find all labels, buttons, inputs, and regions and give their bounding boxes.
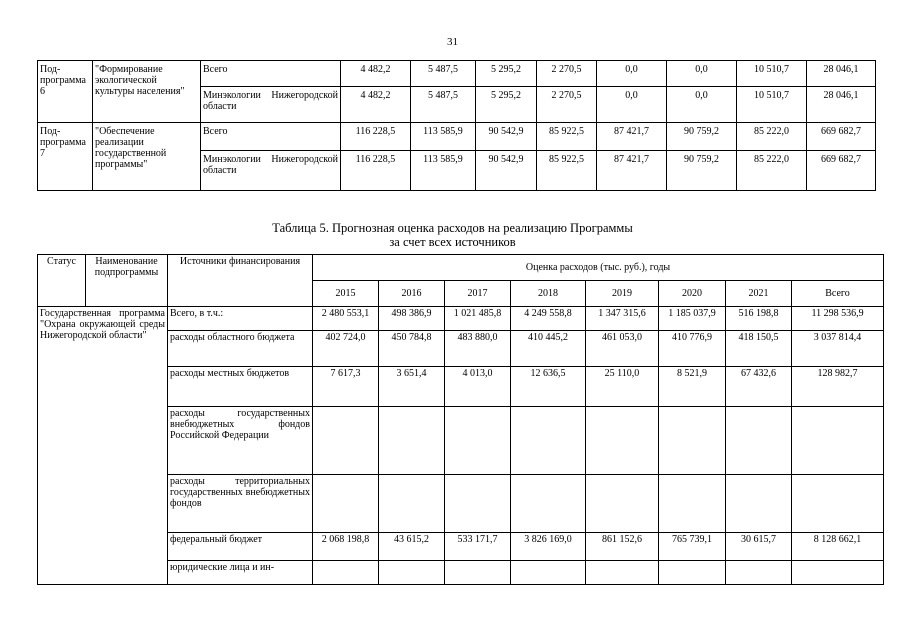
value-cell: 90 542,9 [476, 123, 537, 151]
expense-forecast-table [37, 254, 884, 585]
value-cell: 4 249 558,8 [511, 307, 586, 331]
value-cell: 5 487,5 [411, 87, 476, 123]
value-cell: 113 585,9 [411, 123, 476, 151]
header-year: 2020 [659, 281, 726, 307]
value-cell: 87 421,7 [597, 151, 667, 191]
source-cell: Всего [201, 61, 341, 87]
value-cell: 4 482,2 [341, 87, 411, 123]
value-cell [379, 475, 445, 533]
value-cell: 1 347 315,6 [586, 307, 659, 331]
value-cell [726, 475, 792, 533]
value-cell: 0,0 [667, 61, 737, 87]
value-cell: 7 617,3 [313, 367, 379, 407]
value-cell: 410 776,9 [659, 331, 726, 367]
value-cell: 0,0 [597, 61, 667, 87]
value-cell: 461 053,0 [586, 331, 659, 367]
header-row [38, 255, 884, 281]
subprogram-table [37, 60, 876, 191]
value-cell: 8 128 662,1 [792, 533, 884, 561]
value-cell: 116 228,5 [341, 151, 411, 191]
header-subprogram-name: Наименование подпрограммы [86, 255, 168, 307]
value-cell [792, 475, 884, 533]
value-cell: 85 922,5 [537, 123, 597, 151]
value-cell: 90 759,2 [667, 123, 737, 151]
value-cell: 4 013,0 [445, 367, 511, 407]
value-cell: 85 922,5 [537, 151, 597, 191]
value-cell: 85 222,0 [737, 151, 807, 191]
value-cell: 116 228,5 [341, 123, 411, 151]
value-cell [726, 407, 792, 475]
header-funding-sources: Источники финансирования [168, 255, 313, 307]
table-row [38, 61, 876, 87]
header-year: 2017 [445, 281, 511, 307]
source-cell: Минэкологии Нижегородской области [201, 87, 341, 123]
table-row [38, 123, 876, 151]
source-cell: федеральный бюджет [168, 533, 313, 561]
value-cell [659, 475, 726, 533]
value-cell: 1 185 037,9 [659, 307, 726, 331]
value-cell: 113 585,9 [411, 151, 476, 191]
header-total: Всего [792, 281, 884, 307]
value-cell: 0,0 [667, 87, 737, 123]
value-cell: 1 021 485,8 [445, 307, 511, 331]
value-cell: 5 295,2 [476, 61, 537, 87]
value-cell: 516 198,8 [726, 307, 792, 331]
value-cell: 669 682,7 [807, 123, 876, 151]
value-cell [511, 475, 586, 533]
value-cell: 10 510,7 [737, 87, 807, 123]
value-cell: 90 542,9 [476, 151, 537, 191]
value-cell: 90 759,2 [667, 151, 737, 191]
header-year: 2015 [313, 281, 379, 307]
value-cell: 5 487,5 [411, 61, 476, 87]
value-cell: 30 615,7 [726, 533, 792, 561]
value-cell [313, 561, 379, 585]
subprogram-name: "Обеспечение реализации государственной программы" [93, 123, 201, 191]
header-year: 2016 [379, 281, 445, 307]
value-cell: 765 739,1 [659, 533, 726, 561]
value-cell: 3 826 169,0 [511, 533, 586, 561]
header-year: 2021 [726, 281, 792, 307]
value-cell: 3 651,4 [379, 367, 445, 407]
value-cell: 498 386,9 [379, 307, 445, 331]
table-caption: Таблица 5. Прогнозная оценка расходов на реализацию Программы [272, 221, 633, 235]
value-cell [511, 407, 586, 475]
page-number: 31 [447, 36, 458, 48]
subprogram-name: "Формирование экологической культуры населения" [93, 61, 201, 123]
source-cell: юридические лица и ин- [168, 561, 313, 585]
value-cell: 861 152,6 [586, 533, 659, 561]
value-cell: 483 880,0 [445, 331, 511, 367]
value-cell: 3 037 814,4 [792, 331, 884, 367]
source-cell: расходы местных бюджетов [168, 367, 313, 407]
value-cell [445, 561, 511, 585]
table-caption-subtitle: за счет всех источников [389, 235, 516, 249]
value-cell [445, 475, 511, 533]
source-cell: расходы территориальных государственных внебюджетных фондов [168, 475, 313, 533]
value-cell [379, 407, 445, 475]
source-cell: Всего, в т.ч.: [168, 307, 313, 331]
value-cell: 28 046,1 [807, 87, 876, 123]
value-cell: 4 482,2 [341, 61, 411, 87]
header-year: 2018 [511, 281, 586, 307]
value-cell: 418 150,5 [726, 331, 792, 367]
program-status-cell: Государственная программа "Охрана окружающей среды Нижегородской области" [38, 307, 168, 585]
value-cell: 2 270,5 [537, 87, 597, 123]
header-year: 2019 [586, 281, 659, 307]
value-cell: 402 724,0 [313, 331, 379, 367]
value-cell: 87 421,7 [597, 123, 667, 151]
value-cell: 2 270,5 [537, 61, 597, 87]
value-cell [659, 407, 726, 475]
value-cell: 5 295,2 [476, 87, 537, 123]
value-cell: 67 432,6 [726, 367, 792, 407]
value-cell: 410 445,2 [511, 331, 586, 367]
value-cell [445, 407, 511, 475]
value-cell: 85 222,0 [737, 123, 807, 151]
row-label: Под-программа 6 [38, 61, 93, 123]
value-cell: 0,0 [597, 87, 667, 123]
value-cell [792, 407, 884, 475]
value-cell: 2 068 198,8 [313, 533, 379, 561]
value-cell: 128 982,7 [792, 367, 884, 407]
value-cell [586, 475, 659, 533]
source-cell: расходы государственных внебюджетных фондов Российской Федерации [168, 407, 313, 475]
row-label: Под-программа 7 [38, 123, 93, 191]
value-cell [313, 407, 379, 475]
value-cell: 25 110,0 [586, 367, 659, 407]
value-cell: 43 615,2 [379, 533, 445, 561]
value-cell [659, 561, 726, 585]
source-cell: Минэкологии Нижегородской области [201, 151, 341, 191]
value-cell: 533 171,7 [445, 533, 511, 561]
value-cell: 12 636,5 [511, 367, 586, 407]
value-cell [511, 561, 586, 585]
source-cell: расходы областного бюджета [168, 331, 313, 367]
table-row [38, 307, 884, 331]
value-cell [792, 561, 884, 585]
value-cell: 450 784,8 [379, 331, 445, 367]
header-expense-estimate: Оценка расходов (тыс. руб.), годы [313, 255, 884, 281]
value-cell: 2 480 553,1 [313, 307, 379, 331]
value-cell [586, 407, 659, 475]
value-cell [586, 561, 659, 585]
value-cell [379, 561, 445, 585]
header-status: Статус [38, 255, 86, 307]
source-cell: Всего [201, 123, 341, 151]
value-cell: 8 521,9 [659, 367, 726, 407]
value-cell: 28 046,1 [807, 61, 876, 87]
value-cell [313, 475, 379, 533]
value-cell: 669 682,7 [807, 151, 876, 191]
value-cell: 11 298 536,9 [792, 307, 884, 331]
value-cell [726, 561, 792, 585]
value-cell: 10 510,7 [737, 61, 807, 87]
